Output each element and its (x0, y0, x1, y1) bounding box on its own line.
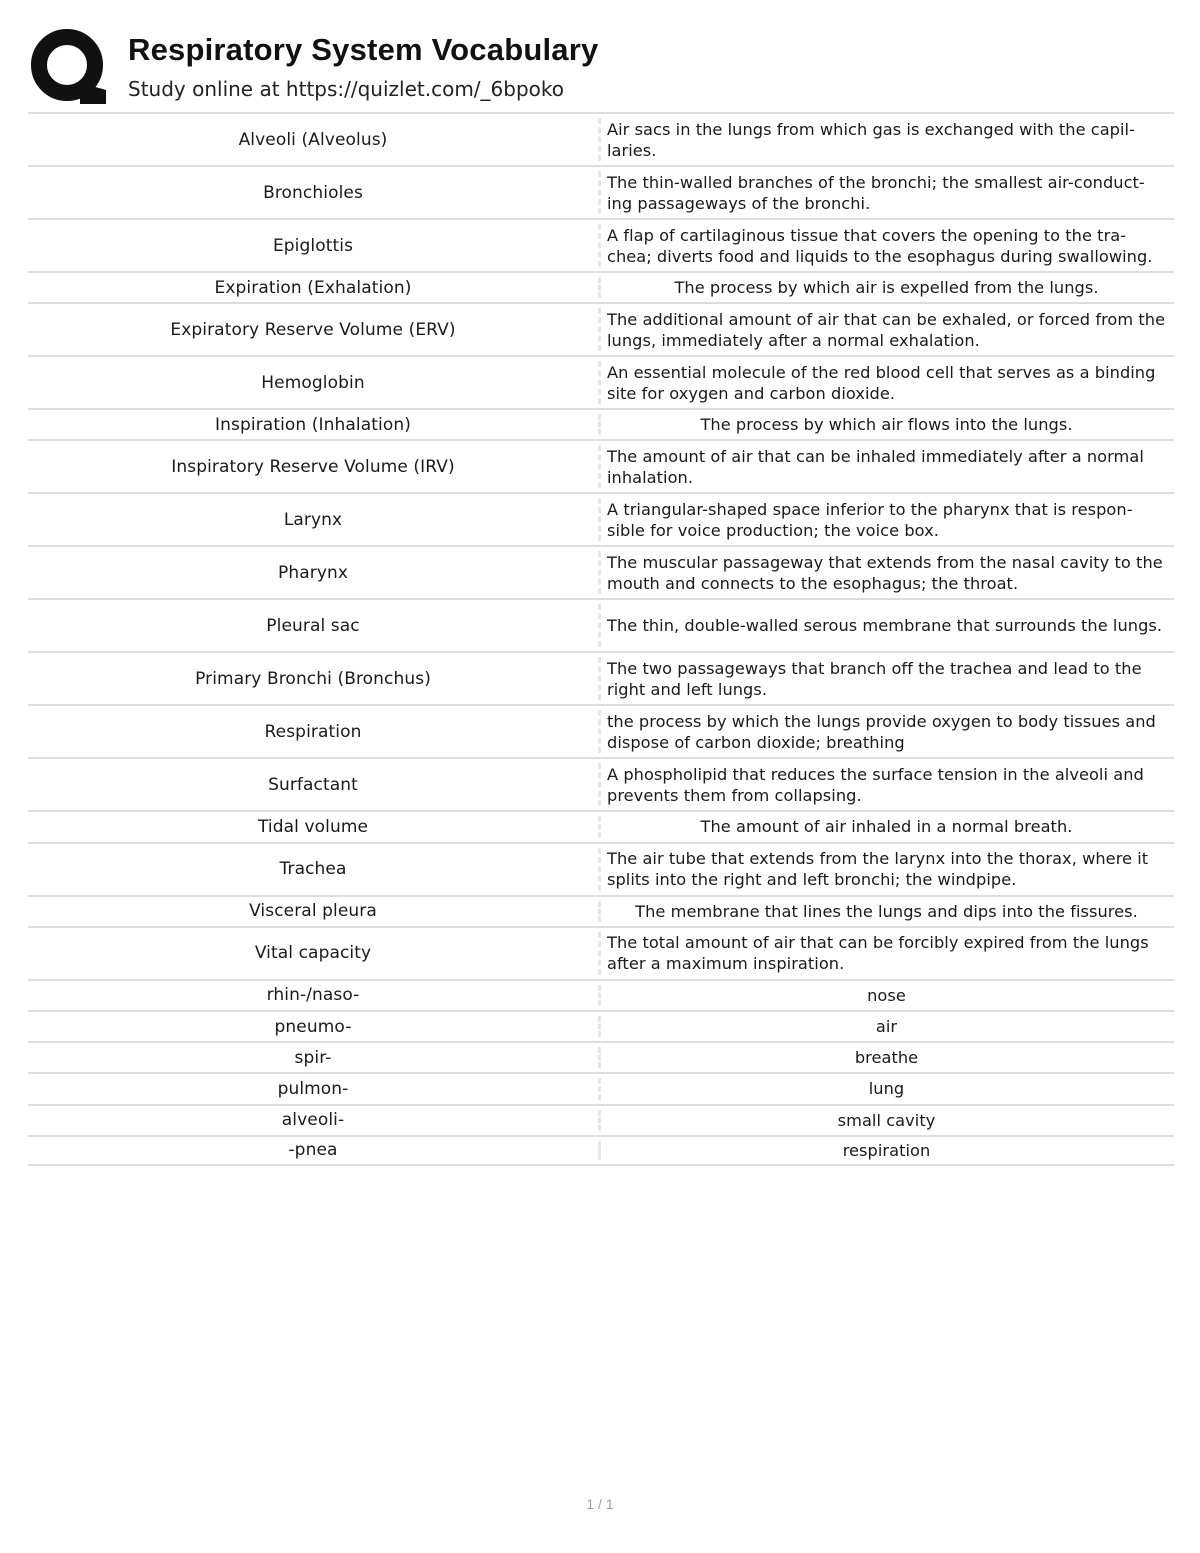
term-row (28, 1041, 1174, 1072)
term-label: Inspiratory Reserve Volume (IRV) (171, 456, 455, 477)
term-definition: The amount of air that can be inhaled immediately after a normal inhalation. (607, 446, 1144, 487)
term-definition: A flap of cartilaginous tissue that covers the opening to the tra- chea; diverts food and liquids to the esophagus during swallowing. (607, 225, 1153, 266)
term-label: Larynx (283, 509, 343, 530)
term-row (28, 1010, 1174, 1041)
term-definition: nose (867, 985, 906, 1005)
term-row (28, 1072, 1174, 1103)
page-number: 1 / 1 (586, 1496, 614, 1512)
term-definition: The membrane that lines the lungs and dips into the fissures. (635, 901, 1138, 921)
term-label: Trachea (279, 859, 347, 880)
term-label: Primary Bronchi (Bronchus) (195, 668, 431, 689)
term-definition: The process by which air flows into the lungs. (700, 415, 1073, 435)
term-label: pneumo- (274, 1016, 352, 1037)
term-definition: The muscular passageway that extends from the nasal cavity to the mouth and connects to the esophagus; the throat. (607, 552, 1163, 593)
term-label: pulmon- (277, 1078, 349, 1099)
term-row (28, 545, 1174, 598)
term-definition: The total amount of air that can be forcibly expired from the lungs after a maximum inspiration. (607, 933, 1149, 974)
term-row (28, 408, 1174, 439)
term-row (28, 439, 1174, 492)
term-row (28, 112, 1174, 165)
term-label: Surfactant (268, 774, 358, 795)
term-row (28, 1104, 1174, 1135)
term-definition: The amount of air inhaled in a normal breath. (700, 817, 1073, 837)
term-row (28, 651, 1174, 704)
term-row (28, 355, 1174, 408)
page-subtitle: Study online at https://quizlet.com/_6bpoko (128, 77, 565, 101)
term-row (28, 842, 1174, 895)
term-label: Expiratory Reserve Volume (ERV) (170, 319, 456, 340)
terms-table (28, 112, 1174, 1166)
term-label: alveoli- (281, 1110, 345, 1131)
term-label: Pharynx (277, 562, 349, 583)
term-label: Respiration (264, 721, 362, 742)
term-definition: respiration (842, 1140, 931, 1160)
term-row (28, 895, 1174, 926)
term-label: Epiglottis (272, 235, 354, 256)
term-definition: The thin, double-walled serous membrane that surrounds the lungs. (607, 616, 1163, 636)
term-row (28, 598, 1174, 651)
term-label: -pnea (288, 1140, 338, 1161)
term-row (28, 926, 1174, 979)
term-definition: A triangular-shaped space inferior to the pharynx that is respon- sible for voice production; the voice box. (607, 499, 1133, 540)
term-definition: lung (868, 1079, 905, 1099)
term-definition: Air sacs in the lungs from which gas is exchanged with the capil- laries. (607, 119, 1135, 160)
term-definition: The two passageways that branch off the trachea and lead to the right and left lungs. (607, 658, 1142, 699)
term-definition: The process by which air is expelled from the lungs. (674, 278, 1099, 298)
term-definition: A phospholipid that reduces the surface tension in the alveoli and prevents them from collapsing. (607, 764, 1144, 805)
term-row (28, 165, 1174, 218)
term-definition: The additional amount of air that can be exhaled, or forced from the lungs, immediately after a normal exhalation. (607, 309, 1166, 350)
term-definition: breathe (854, 1048, 919, 1068)
term-label: Vital capacity (254, 943, 372, 964)
term-definition: An essential molecule of the red blood cell that serves as a binding site for oxygen and carbon dioxide. (607, 362, 1156, 403)
term-label: rhin-/naso- (266, 985, 360, 1006)
term-definition: The thin-walled branches of the bronchi; the smallest air-conduct- ing passageways of the bronchi. (607, 172, 1145, 213)
term-definition: small cavity (837, 1110, 936, 1130)
term-label: Alveoli (Alveolus) (238, 129, 388, 150)
term-definition: air (875, 1017, 898, 1037)
term-row (28, 492, 1174, 545)
term-row (28, 757, 1174, 810)
term-label: Visceral pleura (249, 901, 377, 922)
quizlet-q-logo-icon (30, 28, 106, 106)
term-label: Expiration (Exhalation) (214, 277, 412, 298)
term-label: Inspiration (Inhalation) (215, 414, 411, 435)
term-row (28, 810, 1174, 841)
term-label: Bronchioles (263, 182, 363, 203)
term-row (28, 302, 1174, 355)
term-definition: the process by which the lungs provide oxygen to body tissues and dispose of carbon dioxide; breathing (607, 711, 1156, 752)
term-definition: The air tube that extends from the larynx into the thorax, where it splits into the right and left bronchi; the windpipe. (607, 849, 1149, 890)
term-label: Tidal volume (257, 816, 369, 837)
term-label: Pleural sac (266, 615, 360, 636)
page-header (30, 28, 1170, 108)
term-label: Hemoglobin (261, 372, 365, 393)
term-row (28, 1135, 1174, 1166)
term-row (28, 704, 1174, 757)
page-title: Respiratory System Vocabulary (128, 32, 599, 67)
term-row (28, 979, 1174, 1010)
term-row (28, 271, 1174, 302)
term-label: spir- (294, 1047, 332, 1068)
term-row (28, 218, 1174, 271)
